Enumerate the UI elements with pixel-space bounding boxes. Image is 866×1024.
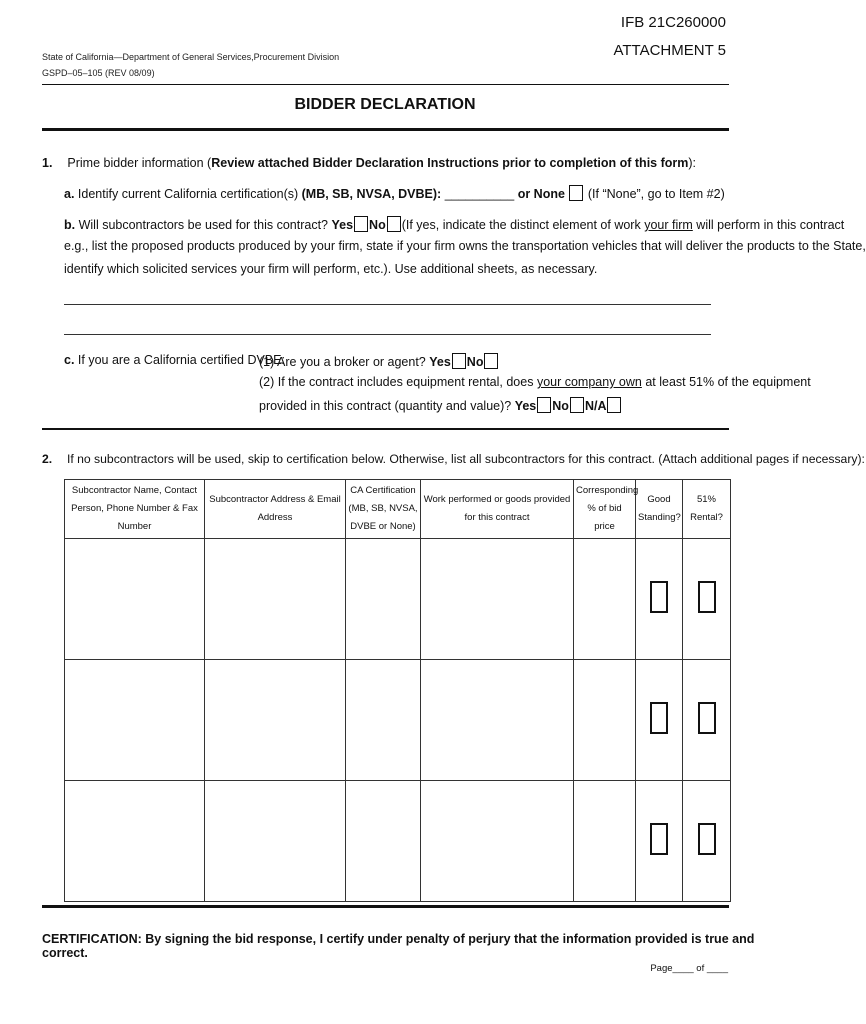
rental-na-checkbox[interactable] xyxy=(607,397,621,413)
item1a-cert-list: (MB, SB, NVSA, DVBE): xyxy=(301,187,442,201)
item2-text: If no subcontractors will be used, skip to certification below. Otherwise, list all subcontractors for this contract. (Attach additional pages if necessary): xyxy=(66,452,865,466)
item1c-q2-line xyxy=(259,375,811,389)
col-header-good-standing: Good Standing? xyxy=(636,480,683,539)
item1c-q2-line2 xyxy=(259,397,622,413)
cell-subcontractor[interactable] xyxy=(65,781,205,902)
cell-rental xyxy=(683,539,731,660)
item1c-label-line xyxy=(64,353,285,367)
page-number: Page____ of ____ xyxy=(650,963,728,974)
cell-address[interactable] xyxy=(205,660,346,781)
item1b-yes-label: Yes xyxy=(331,218,354,232)
title-rule xyxy=(42,128,729,131)
item1-number: 1. xyxy=(42,156,53,170)
broker-no-checkbox[interactable] xyxy=(484,353,498,369)
good-standing-checkbox[interactable] xyxy=(650,823,668,855)
item1c-yes-label: Yes xyxy=(429,355,451,369)
cell-work[interactable] xyxy=(421,781,574,902)
rental-na-label: N/A xyxy=(584,399,607,413)
subcontractor-table xyxy=(64,479,731,902)
cell-good-standing xyxy=(636,660,683,781)
item1c-q2-end: at least 51% of the equipment xyxy=(641,375,811,389)
table-row xyxy=(65,660,731,781)
good-standing-checkbox[interactable] xyxy=(650,581,668,613)
table-header-row xyxy=(65,480,731,539)
rental-no-checkbox[interactable] xyxy=(570,397,584,413)
item1c-label: c. xyxy=(64,353,75,367)
item1a-blank[interactable]: __________ xyxy=(441,187,518,201)
attachment-label: ATTACHMENT 5 xyxy=(613,42,726,59)
cell-address[interactable] xyxy=(205,781,346,902)
subcontractors-yes-checkbox[interactable] xyxy=(354,216,368,232)
good-standing-checkbox[interactable] xyxy=(650,702,668,734)
item1c-q1: (1) Are you a broker or agent? xyxy=(259,355,430,369)
answer-line-1[interactable] xyxy=(64,304,711,305)
ifb-number: IFB 21C260000 xyxy=(620,14,726,31)
subcontractors-no-checkbox[interactable] xyxy=(387,216,401,232)
cell-percent[interactable] xyxy=(574,781,636,902)
col-header-percent: Corresponding % of bid price xyxy=(574,480,636,539)
item1b-line3: identify which solicited services your firm will perform, etc.). Use additional sheets, as necessary. xyxy=(64,262,598,276)
item1b-rest: (If yes, indicate the distinct element of work xyxy=(401,218,645,232)
item1a-text: Identify current California certification(s) xyxy=(77,187,302,201)
cell-rental xyxy=(683,660,731,781)
none-checkbox[interactable] xyxy=(569,185,583,201)
item1a-line xyxy=(64,185,725,201)
rental-checkbox[interactable] xyxy=(698,823,716,855)
rental-no-label: No xyxy=(552,399,569,413)
item1a-label: a. xyxy=(64,187,75,201)
cell-certification[interactable] xyxy=(346,539,421,660)
rental-yes-checkbox[interactable] xyxy=(537,397,551,413)
item1-line xyxy=(42,156,696,170)
page-title: BIDDER DECLARATION xyxy=(294,96,476,113)
form-code: GSPD–05–105 (REV 08/09) xyxy=(42,68,155,78)
item1c-q2: (2) If the contract includes equipment rental, does xyxy=(259,375,537,389)
item1a-note: (If “None”, go to Item #2) xyxy=(587,187,725,201)
item1b-no-label: No xyxy=(369,218,386,232)
col-header-work: Work performed or goods provided for this contract xyxy=(421,480,574,539)
item1-text: Prime bidder information ( xyxy=(67,156,212,170)
item2-line xyxy=(42,452,865,466)
answer-line-2[interactable] xyxy=(64,334,711,335)
section-rule xyxy=(42,428,729,430)
col-header-address: Subcontractor Address & Email Address xyxy=(205,480,346,539)
cell-subcontractor[interactable] xyxy=(65,539,205,660)
item1b-label: b. xyxy=(64,218,76,232)
item1b-text: Will subcontractors be used for this contract? xyxy=(78,218,332,232)
item1b-line xyxy=(64,216,844,232)
certification-statement xyxy=(42,932,770,960)
table-row xyxy=(65,781,731,902)
agency-name: State of California—Department of General Services,Procurement Division xyxy=(42,52,340,62)
cell-good-standing xyxy=(636,539,683,660)
col-header-certification: CA Certification (MB, SB, NVSA, DVBE or None) xyxy=(346,480,421,539)
certification-label: CERTIFICATION: xyxy=(42,932,142,946)
certification-text: By signing the bid response, I certify under penalty of perjury that the information provided is true and correct. xyxy=(42,932,755,960)
certification-rule xyxy=(42,905,729,908)
cell-work[interactable] xyxy=(421,660,574,781)
item1c-q1-line xyxy=(259,353,499,369)
item1c-q2-underlined: your company own xyxy=(536,375,642,389)
item1b-rest-end: will perform in this contract xyxy=(692,218,845,232)
item1c-q2-line2-text: provided in this contract (quantity and value)? xyxy=(259,399,515,413)
rental-checkbox[interactable] xyxy=(698,702,716,734)
cell-percent[interactable] xyxy=(574,539,636,660)
cell-address[interactable] xyxy=(205,539,346,660)
cell-subcontractor[interactable] xyxy=(65,660,205,781)
cell-percent[interactable] xyxy=(574,660,636,781)
rental-checkbox[interactable] xyxy=(698,581,716,613)
item1-instructions: Review attached Bidder Declaration Instructions prior to completion of this form xyxy=(211,156,689,170)
cell-work[interactable] xyxy=(421,539,574,660)
item1c-text: If you are a California certified DVBE: xyxy=(77,353,285,367)
header-rule xyxy=(42,84,729,85)
item1b-line2: e.g., list the proposed products produced by your firm, state if your firm owns the transportation vehicles that will deliver the products to the State, xyxy=(64,239,866,253)
item1a-or-none: or None xyxy=(517,187,565,201)
item1-end: ): xyxy=(688,156,697,170)
col-header-subcontractor: Subcontractor Name, Contact Person, Phone Number & Fax Number xyxy=(65,480,205,539)
rental-yes-label: Yes xyxy=(514,399,537,413)
item1b-your-firm: your firm xyxy=(644,218,693,232)
col-header-rental: 51% Rental? xyxy=(683,480,731,539)
table-row xyxy=(65,539,731,660)
cell-rental xyxy=(683,781,731,902)
cell-certification[interactable] xyxy=(346,781,421,902)
broker-yes-checkbox[interactable] xyxy=(452,353,466,369)
cell-certification[interactable] xyxy=(346,660,421,781)
item2-number: 2. xyxy=(42,452,53,466)
item1c-no-label: No xyxy=(466,355,484,369)
cell-good-standing xyxy=(636,781,683,902)
